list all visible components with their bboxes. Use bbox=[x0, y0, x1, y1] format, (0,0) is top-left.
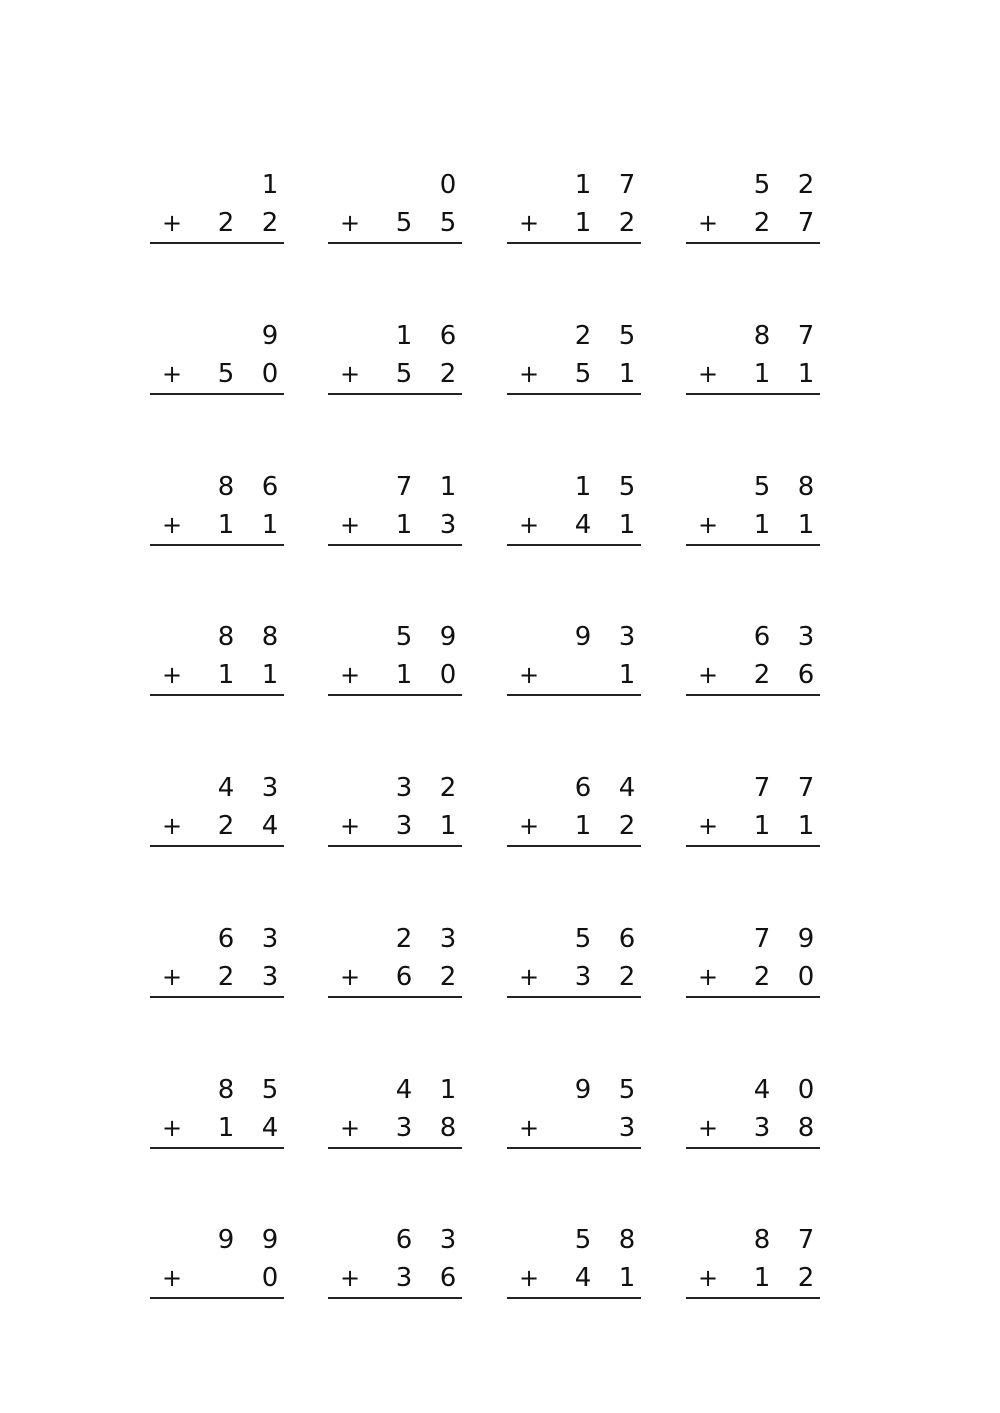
sum-line bbox=[686, 544, 820, 546]
addend-bottom-ones-digit: 2 bbox=[439, 359, 457, 389]
sum-line bbox=[686, 845, 820, 847]
addend-bottom-tens-digit: 3 bbox=[395, 811, 413, 841]
plus-sign: + bbox=[518, 812, 540, 840]
plus-sign: + bbox=[339, 360, 361, 388]
addend-top-ones-digit: 7 bbox=[797, 773, 815, 803]
addend-top-ones-digit: 9 bbox=[261, 321, 279, 351]
addend-top-ones-digit: 2 bbox=[439, 773, 457, 803]
addend-bottom-tens-digit: 1 bbox=[753, 510, 771, 540]
addend-bottom-tens-digit: 6 bbox=[395, 962, 413, 992]
addend-bottom-ones-digit: 7 bbox=[797, 208, 815, 238]
addend-top-tens-digit: 8 bbox=[753, 1225, 771, 1255]
addition-problem bbox=[507, 170, 641, 254]
addend-bottom-ones-digit: 5 bbox=[439, 208, 457, 238]
addend-top-ones-digit: 3 bbox=[618, 622, 636, 652]
addend-bottom-ones-digit: 3 bbox=[261, 962, 279, 992]
addend-top-tens-digit: 7 bbox=[395, 472, 413, 502]
addend-bottom-tens-digit: 2 bbox=[753, 660, 771, 690]
sum-line bbox=[507, 242, 641, 244]
plus-sign: + bbox=[697, 209, 719, 237]
addition-problem bbox=[507, 472, 641, 556]
addend-top-tens-digit: 4 bbox=[395, 1075, 413, 1105]
addend-top-ones-digit: 3 bbox=[261, 773, 279, 803]
addend-bottom-tens-digit: 1 bbox=[753, 811, 771, 841]
addition-problem bbox=[150, 472, 284, 556]
sum-line bbox=[328, 393, 462, 395]
addend-bottom-ones-digit: 2 bbox=[618, 208, 636, 238]
addition-problem bbox=[150, 622, 284, 706]
addition-problem bbox=[150, 1075, 284, 1159]
addition-problem bbox=[507, 924, 641, 1008]
plus-sign: + bbox=[518, 963, 540, 991]
addend-top-tens-digit: 8 bbox=[217, 1075, 235, 1105]
sum-line bbox=[686, 1297, 820, 1299]
addend-top-ones-digit: 2 bbox=[797, 170, 815, 200]
addend-top-ones-digit: 5 bbox=[618, 472, 636, 502]
addend-bottom-ones-digit: 8 bbox=[439, 1113, 457, 1143]
addend-bottom-tens-digit: 1 bbox=[395, 660, 413, 690]
plus-sign: + bbox=[161, 661, 183, 689]
addition-problem bbox=[328, 1075, 462, 1159]
sum-line bbox=[507, 1297, 641, 1299]
addend-bottom-tens-digit: 2 bbox=[217, 962, 235, 992]
addend-top-tens-digit: 5 bbox=[753, 170, 771, 200]
addend-top-ones-digit: 3 bbox=[439, 1225, 457, 1255]
sum-line bbox=[686, 694, 820, 696]
addend-top-tens-digit bbox=[392, 170, 416, 200]
addend-top-tens-digit: 5 bbox=[574, 1225, 592, 1255]
addend-top-tens-digit bbox=[214, 170, 238, 200]
addend-top-tens-digit: 8 bbox=[217, 472, 235, 502]
addend-bottom-ones-digit: 4 bbox=[261, 811, 279, 841]
addend-top-tens-digit: 8 bbox=[753, 321, 771, 351]
addend-top-ones-digit: 8 bbox=[797, 472, 815, 502]
addend-top-tens-digit: 8 bbox=[217, 622, 235, 652]
plus-sign: + bbox=[518, 511, 540, 539]
addend-top-ones-digit: 1 bbox=[439, 472, 457, 502]
addend-top-ones-digit: 5 bbox=[618, 1075, 636, 1105]
addend-bottom-tens-digit: 1 bbox=[753, 1263, 771, 1293]
addition-problem bbox=[686, 321, 820, 405]
addend-top-ones-digit: 3 bbox=[261, 924, 279, 954]
plus-sign: + bbox=[697, 661, 719, 689]
addend-top-ones-digit: 6 bbox=[261, 472, 279, 502]
addend-top-tens-digit: 9 bbox=[574, 622, 592, 652]
addend-top-ones-digit: 4 bbox=[618, 773, 636, 803]
addend-top-tens-digit: 9 bbox=[574, 1075, 592, 1105]
plus-sign: + bbox=[339, 1114, 361, 1142]
addend-bottom-ones-digit: 0 bbox=[439, 660, 457, 690]
addition-problem bbox=[150, 924, 284, 1008]
addend-top-ones-digit: 7 bbox=[618, 170, 636, 200]
addend-bottom-ones-digit: 6 bbox=[797, 660, 815, 690]
plus-sign: + bbox=[697, 1264, 719, 1292]
addend-bottom-ones-digit: 8 bbox=[797, 1113, 815, 1143]
sum-line bbox=[328, 996, 462, 998]
addition-problem bbox=[507, 773, 641, 857]
addition-problem bbox=[328, 622, 462, 706]
addend-top-tens-digit: 7 bbox=[753, 924, 771, 954]
addend-bottom-ones-digit: 1 bbox=[439, 811, 457, 841]
addend-top-ones-digit: 1 bbox=[261, 170, 279, 200]
sum-line bbox=[328, 1147, 462, 1149]
addend-top-ones-digit: 3 bbox=[797, 622, 815, 652]
plus-sign: + bbox=[518, 360, 540, 388]
addend-top-tens-digit: 7 bbox=[753, 773, 771, 803]
plus-sign: + bbox=[161, 360, 183, 388]
addition-problem bbox=[507, 1225, 641, 1309]
plus-sign: + bbox=[697, 1114, 719, 1142]
addend-bottom-tens-digit: 4 bbox=[574, 1263, 592, 1293]
addend-bottom-tens-digit: 5 bbox=[395, 208, 413, 238]
addition-problem bbox=[328, 321, 462, 405]
sum-line bbox=[507, 694, 641, 696]
addition-problem bbox=[150, 1225, 284, 1309]
plus-sign: + bbox=[339, 511, 361, 539]
sum-line bbox=[150, 242, 284, 244]
addend-bottom-ones-digit: 1 bbox=[618, 1263, 636, 1293]
addend-bottom-tens-digit: 5 bbox=[217, 359, 235, 389]
addend-bottom-ones-digit: 1 bbox=[618, 510, 636, 540]
addend-bottom-ones-digit: 1 bbox=[261, 510, 279, 540]
addition-problem bbox=[686, 170, 820, 254]
addend-top-ones-digit: 1 bbox=[439, 1075, 457, 1105]
addend-bottom-ones-digit: 1 bbox=[261, 660, 279, 690]
addition-problem bbox=[328, 924, 462, 1008]
addend-bottom-ones-digit: 4 bbox=[261, 1113, 279, 1143]
addend-top-ones-digit: 6 bbox=[618, 924, 636, 954]
plus-sign: + bbox=[697, 963, 719, 991]
addend-bottom-ones-digit: 0 bbox=[797, 962, 815, 992]
sum-line bbox=[507, 393, 641, 395]
plus-sign: + bbox=[518, 209, 540, 237]
addend-top-ones-digit: 9 bbox=[261, 1225, 279, 1255]
addend-bottom-ones-digit: 1 bbox=[618, 660, 636, 690]
sum-line bbox=[507, 845, 641, 847]
addend-bottom-ones-digit: 1 bbox=[797, 811, 815, 841]
addend-top-tens-digit: 5 bbox=[574, 924, 592, 954]
sum-line bbox=[150, 996, 284, 998]
addend-bottom-tens-digit: 2 bbox=[753, 962, 771, 992]
addend-top-ones-digit: 9 bbox=[439, 622, 457, 652]
addend-top-ones-digit: 6 bbox=[439, 321, 457, 351]
addend-bottom-ones-digit: 2 bbox=[618, 962, 636, 992]
addition-problem bbox=[328, 773, 462, 857]
addend-top-tens-digit: 6 bbox=[753, 622, 771, 652]
addend-bottom-tens-digit: 4 bbox=[574, 510, 592, 540]
addend-bottom-tens-digit: 5 bbox=[395, 359, 413, 389]
addend-bottom-tens-digit bbox=[571, 1113, 595, 1143]
addend-top-tens-digit: 2 bbox=[395, 924, 413, 954]
addend-top-tens-digit bbox=[214, 321, 238, 351]
addend-bottom-ones-digit: 1 bbox=[797, 359, 815, 389]
addend-bottom-tens-digit: 2 bbox=[217, 208, 235, 238]
plus-sign: + bbox=[161, 963, 183, 991]
addend-top-ones-digit: 3 bbox=[439, 924, 457, 954]
addend-top-ones-digit: 5 bbox=[261, 1075, 279, 1105]
sum-line bbox=[150, 393, 284, 395]
addend-top-ones-digit: 0 bbox=[439, 170, 457, 200]
sum-line bbox=[150, 1297, 284, 1299]
addition-problem bbox=[507, 1075, 641, 1159]
sum-line bbox=[328, 845, 462, 847]
plus-sign: + bbox=[518, 1114, 540, 1142]
addend-bottom-tens-digit: 2 bbox=[217, 811, 235, 841]
addition-problem bbox=[507, 622, 641, 706]
addition-problem bbox=[507, 321, 641, 405]
sum-line bbox=[686, 1147, 820, 1149]
addend-bottom-ones-digit: 3 bbox=[618, 1113, 636, 1143]
addend-top-ones-digit: 7 bbox=[797, 321, 815, 351]
addend-top-ones-digit: 9 bbox=[797, 924, 815, 954]
addend-bottom-tens-digit: 1 bbox=[574, 811, 592, 841]
addend-top-ones-digit: 5 bbox=[618, 321, 636, 351]
sum-line bbox=[328, 694, 462, 696]
plus-sign: + bbox=[697, 360, 719, 388]
addend-bottom-ones-digit: 6 bbox=[439, 1263, 457, 1293]
plus-sign: + bbox=[339, 661, 361, 689]
addition-problem bbox=[686, 1075, 820, 1159]
sum-line bbox=[150, 1147, 284, 1149]
sum-line bbox=[686, 242, 820, 244]
addend-top-tens-digit: 1 bbox=[574, 472, 592, 502]
addend-top-ones-digit: 7 bbox=[797, 1225, 815, 1255]
addend-top-ones-digit: 0 bbox=[797, 1075, 815, 1105]
addition-problem bbox=[686, 1225, 820, 1309]
addend-bottom-tens-digit: 1 bbox=[574, 208, 592, 238]
addend-top-tens-digit: 1 bbox=[395, 321, 413, 351]
addend-bottom-tens-digit: 3 bbox=[753, 1113, 771, 1143]
addition-problem bbox=[686, 773, 820, 857]
sum-line bbox=[150, 845, 284, 847]
addend-top-tens-digit: 1 bbox=[574, 170, 592, 200]
addend-bottom-tens-digit bbox=[214, 1263, 238, 1293]
addend-top-tens-digit: 6 bbox=[217, 924, 235, 954]
addition-problem bbox=[150, 773, 284, 857]
addend-top-tens-digit: 9 bbox=[217, 1225, 235, 1255]
addend-top-tens-digit: 5 bbox=[395, 622, 413, 652]
plus-sign: + bbox=[697, 511, 719, 539]
addend-bottom-tens-digit: 1 bbox=[217, 510, 235, 540]
plus-sign: + bbox=[339, 209, 361, 237]
addend-bottom-tens-digit: 1 bbox=[753, 359, 771, 389]
addend-bottom-ones-digit: 2 bbox=[797, 1263, 815, 1293]
addend-bottom-ones-digit: 2 bbox=[261, 208, 279, 238]
plus-sign: + bbox=[161, 812, 183, 840]
plus-sign: + bbox=[339, 1264, 361, 1292]
addend-bottom-tens-digit: 5 bbox=[574, 359, 592, 389]
addition-problem bbox=[686, 622, 820, 706]
plus-sign: + bbox=[161, 1264, 183, 1292]
addend-bottom-tens-digit: 1 bbox=[395, 510, 413, 540]
plus-sign: + bbox=[518, 661, 540, 689]
addend-top-tens-digit: 3 bbox=[395, 773, 413, 803]
addend-bottom-ones-digit: 2 bbox=[618, 811, 636, 841]
addend-bottom-tens-digit: 3 bbox=[395, 1263, 413, 1293]
sum-line bbox=[507, 1147, 641, 1149]
addend-bottom-ones-digit: 2 bbox=[439, 962, 457, 992]
plus-sign: + bbox=[697, 812, 719, 840]
addend-bottom-tens-digit: 3 bbox=[395, 1113, 413, 1143]
addend-top-tens-digit: 6 bbox=[574, 773, 592, 803]
addend-bottom-ones-digit: 1 bbox=[618, 359, 636, 389]
sum-line bbox=[686, 393, 820, 395]
sum-line bbox=[328, 242, 462, 244]
addend-bottom-tens-digit: 2 bbox=[753, 208, 771, 238]
addend-bottom-tens-digit: 1 bbox=[217, 660, 235, 690]
plus-sign: + bbox=[339, 963, 361, 991]
addend-top-tens-digit: 6 bbox=[395, 1225, 413, 1255]
sum-line bbox=[150, 544, 284, 546]
addend-top-tens-digit: 4 bbox=[217, 773, 235, 803]
addend-bottom-tens-digit: 3 bbox=[574, 962, 592, 992]
plus-sign: + bbox=[161, 511, 183, 539]
addition-problem bbox=[686, 924, 820, 1008]
sum-line bbox=[328, 1297, 462, 1299]
addend-bottom-ones-digit: 0 bbox=[261, 359, 279, 389]
sum-line bbox=[507, 544, 641, 546]
addition-problem bbox=[150, 321, 284, 405]
addend-top-ones-digit: 8 bbox=[261, 622, 279, 652]
addend-top-tens-digit: 4 bbox=[753, 1075, 771, 1105]
addition-problem bbox=[328, 170, 462, 254]
plus-sign: + bbox=[339, 812, 361, 840]
addend-bottom-ones-digit: 3 bbox=[439, 510, 457, 540]
addend-top-tens-digit: 2 bbox=[574, 321, 592, 351]
addend-bottom-tens-digit: 1 bbox=[217, 1113, 235, 1143]
addend-bottom-ones-digit: 0 bbox=[261, 1263, 279, 1293]
sum-line bbox=[328, 544, 462, 546]
plus-sign: + bbox=[518, 1264, 540, 1292]
plus-sign: + bbox=[161, 209, 183, 237]
addend-top-ones-digit: 8 bbox=[618, 1225, 636, 1255]
addition-problem bbox=[328, 1225, 462, 1309]
addition-problem bbox=[150, 170, 284, 254]
addend-top-tens-digit: 5 bbox=[753, 472, 771, 502]
addend-bottom-ones-digit: 1 bbox=[797, 510, 815, 540]
plus-sign: + bbox=[161, 1114, 183, 1142]
addition-problem bbox=[328, 472, 462, 556]
sum-line bbox=[507, 996, 641, 998]
sum-line bbox=[686, 996, 820, 998]
sum-line bbox=[150, 694, 284, 696]
addition-problem bbox=[686, 472, 820, 556]
addend-bottom-tens-digit bbox=[571, 660, 595, 690]
